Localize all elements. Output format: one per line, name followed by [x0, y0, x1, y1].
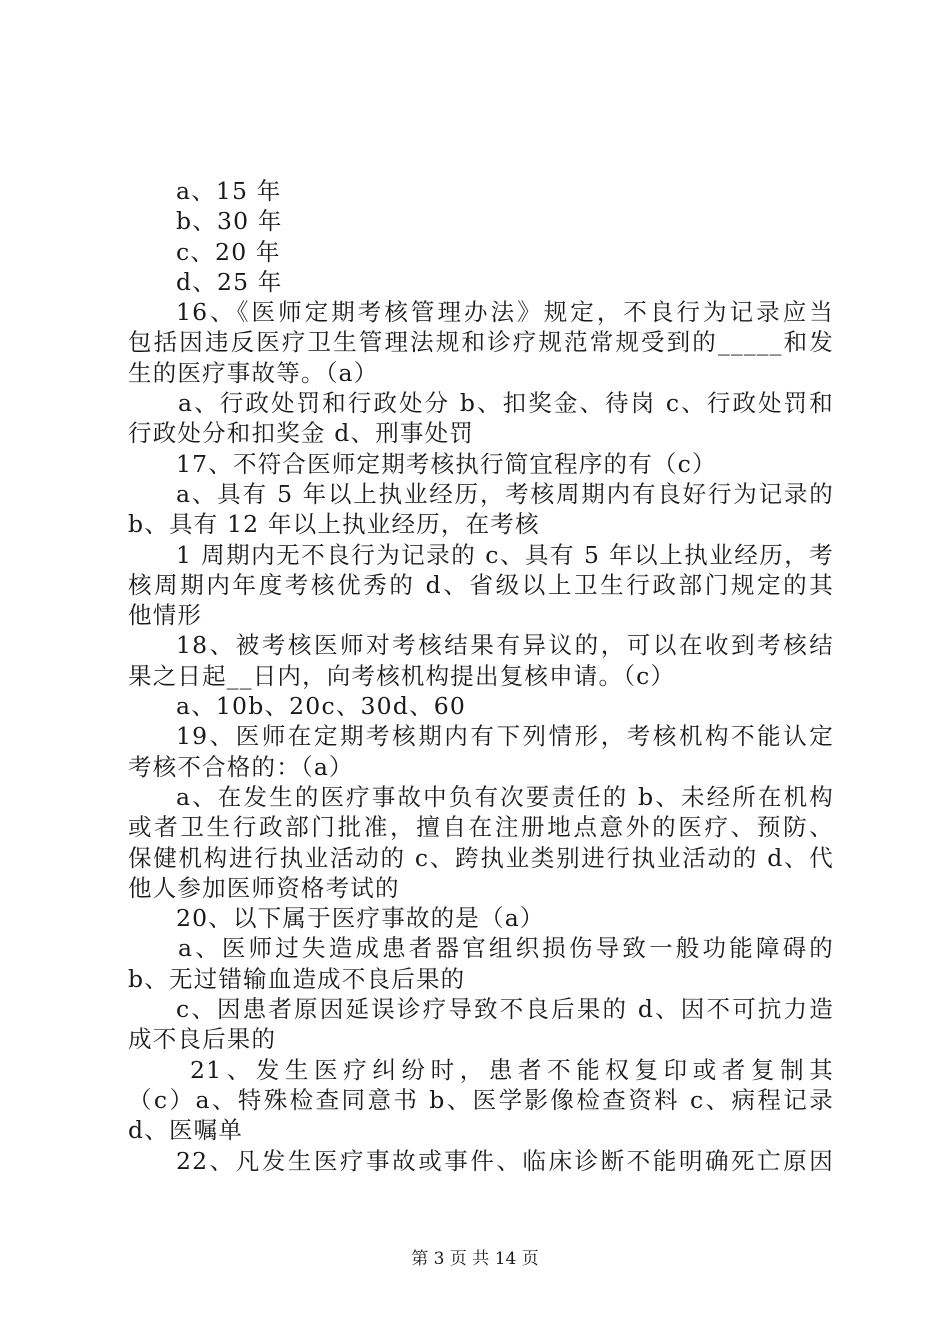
text-line: c、因患者原因延误诊疗导致不良后果的 d、因不可抗力造	[176, 995, 834, 1024]
text-line: 保健机构进行执业活动的 c、跨执业类别进行执业活动的 d、代	[128, 843, 834, 872]
text-line: 核周期内年度考核优秀的 d、省级以上卫生行政部门规定的其	[128, 570, 834, 599]
text-line: a、10b、20c、30d、60	[176, 692, 467, 721]
text-line: b、具有 12 年以上执业经历，在考核	[128, 510, 540, 539]
text-line: 19、医师在定期考核期内有下列情形，考核机构不能认定	[176, 722, 834, 751]
text-line: c、20 年	[176, 237, 281, 266]
text-line: 考核不合格的：（a）	[128, 752, 354, 781]
page-footer: 第 3 页 共 14 页	[411, 1249, 539, 1269]
text-line: b、无过错输血造成不良后果的	[128, 964, 466, 993]
text-line: 行政处分和扣奖金 d、刑事处罚	[128, 419, 475, 448]
text-line: 20、以下属于医疗事故的是（a）	[176, 904, 545, 933]
text-line: 成不良后果的	[128, 1025, 277, 1054]
text-line: 他人参加医师资格考试的	[128, 873, 400, 902]
text-line: a、在发生的医疗事故中负有次要责任的 b、未经所在机构	[176, 782, 834, 811]
text-line: 22、凡发生医疗事故或事件、临床诊断不能明确死亡原因	[176, 1146, 834, 1175]
text-line: 包括因违反医疗卫生管理法规和诊疗规范常规受到的_____和发	[128, 328, 834, 357]
text-line: 21、发生医疗纠纷时，患者不能权复印或者复制其	[190, 1055, 834, 1084]
text-line: 或者卫生行政部门批准，擅自在注册地点意外的医疗、预防、	[128, 813, 834, 842]
text-line: a、15 年	[176, 177, 282, 205]
document-body	[128, 176, 834, 1176]
text-line: b、30 年	[176, 207, 283, 236]
text-line: 生的医疗事故等。（a）	[128, 358, 379, 387]
text-line: 他情形	[128, 601, 203, 630]
text-line: 17、不符合医师定期考核执行简宜程序的有（c）	[176, 449, 717, 478]
text-line: 16、《医师定期考核管理办法》规定，不良行为记录应当	[176, 298, 834, 327]
text-line: （c）a、特殊检查同意书 b、医学影像检查资料 c、病程记录	[128, 1085, 834, 1114]
text-line: d、25 年	[176, 267, 283, 296]
text-line: 1 周期内无不良行为记录的 c、具有 5 年以上执业经历，考	[176, 540, 834, 569]
text-line: a、医师过失造成患者器官组织损伤导致一般功能障碍的	[178, 934, 834, 963]
text-line: 18、被考核医师对考核结果有异议的，可以在收到考核结	[176, 631, 834, 660]
text-line: d、医嘱单	[128, 1116, 244, 1145]
text-line: a、行政处罚和行政处分 b、扣奖金、待岗 c、行政处罚和	[178, 389, 834, 418]
text-line: a、具有 5 年以上执业经历，考核周期内有良好行为记录的	[176, 479, 834, 508]
text-line: 果之日起__日内，向考核机构提出复核申请。（c）	[128, 661, 676, 690]
